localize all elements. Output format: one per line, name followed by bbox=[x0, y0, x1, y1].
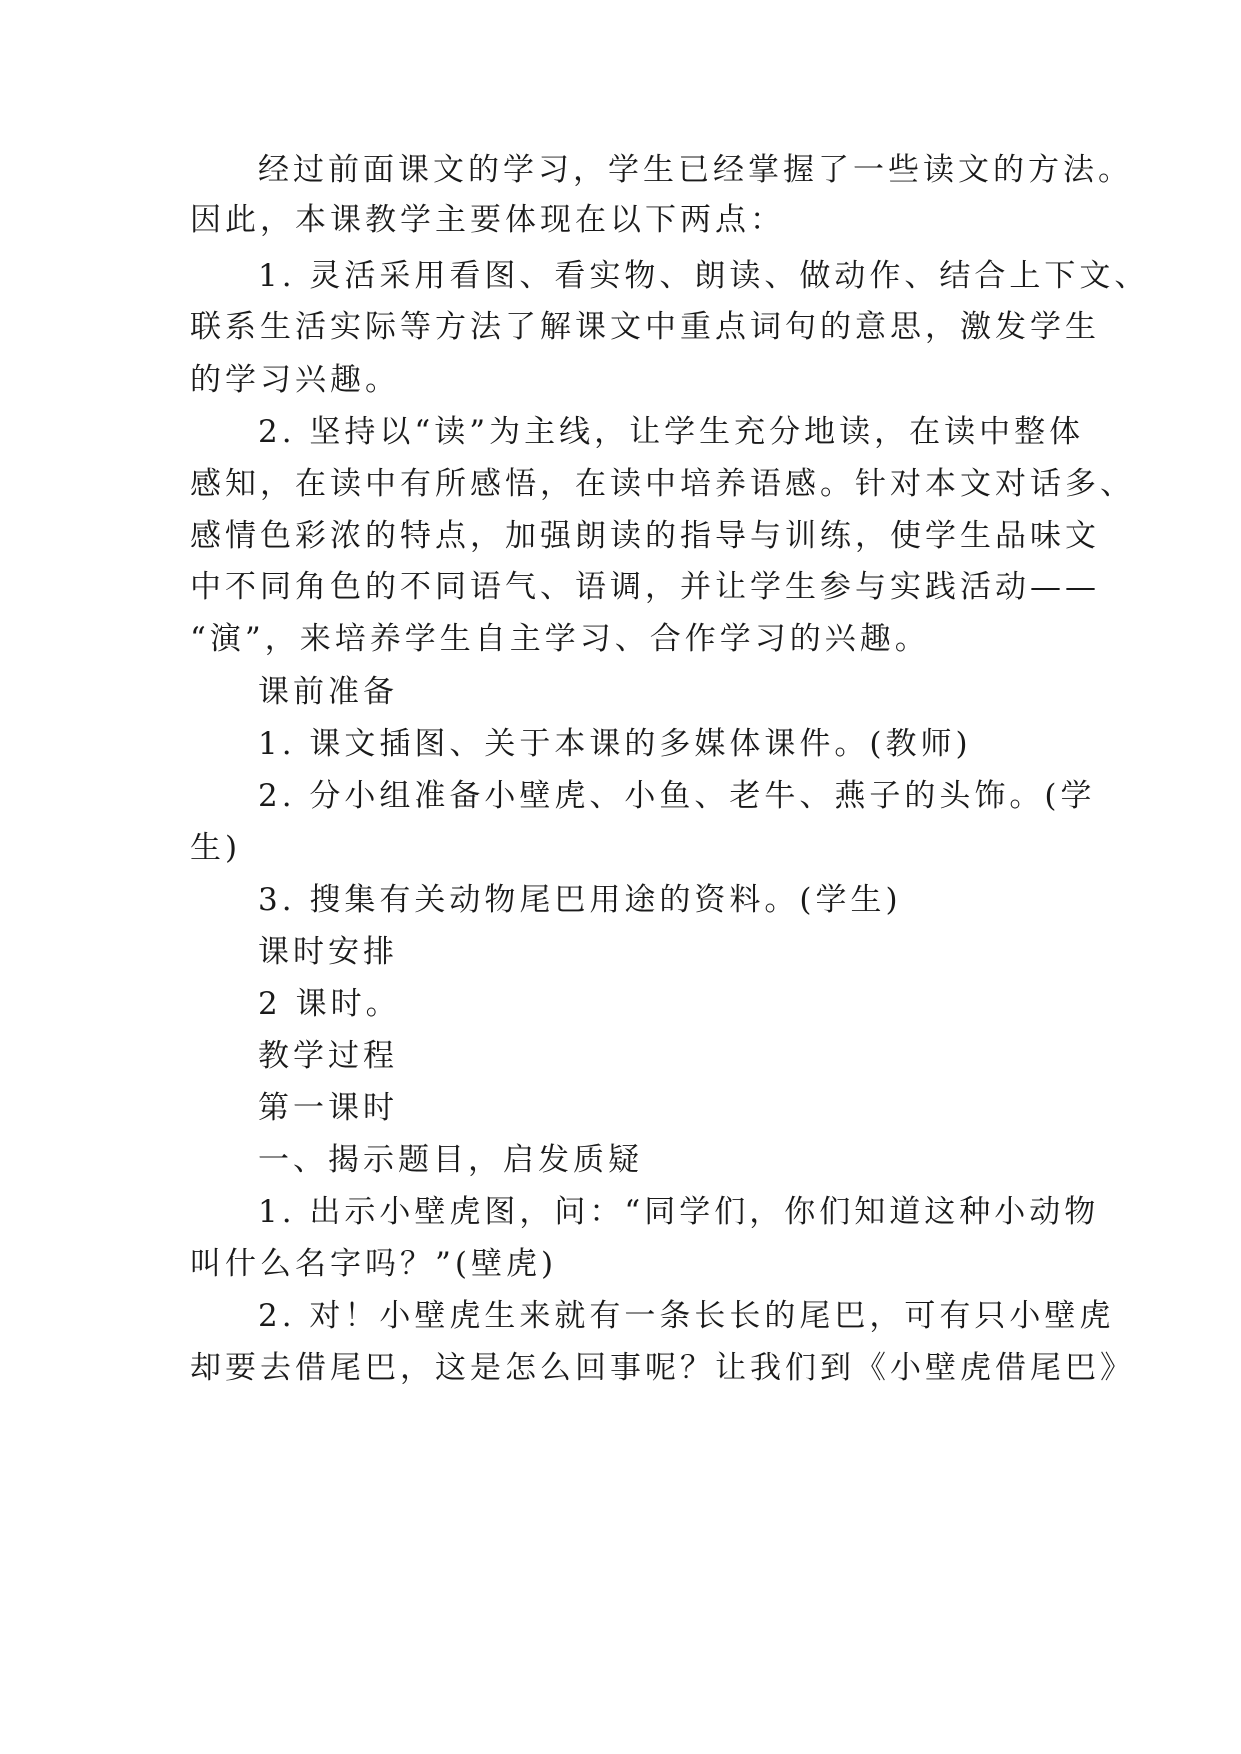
text-line-14: 生) bbox=[190, 830, 242, 866]
text-line-23: 2. 对！小壁虎生来就有一条长长的尾巴，可有只小壁虎 bbox=[258, 1298, 1115, 1334]
text-line-1: 经过前面课文的学习，学生已经掌握了一些读文的方法。 bbox=[258, 152, 1133, 188]
text-line-9: 中不同角色的不同语气、语调，并让学生参与实践活动—— bbox=[190, 569, 1100, 605]
text-line-6: 2. 坚持以“读”为主线，让学生充分地读，在读中整体 bbox=[258, 414, 1085, 450]
text-line-2: 因此，本课教学主要体现在以下两点： bbox=[190, 202, 785, 238]
section-heading-preparation: 课前准备 bbox=[258, 674, 398, 710]
text-line-17: 2 课时。 bbox=[258, 986, 401, 1022]
text-line-22: 叫什么名字吗？”(壁虎) bbox=[190, 1246, 558, 1282]
section-heading-first-lesson: 第一课时 bbox=[258, 1090, 398, 1126]
text-line-24: 却要去借尾巴，这是怎么回事呢？让我们到《小壁虎借尾巴》 bbox=[190, 1350, 1135, 1386]
text-line-7: 感知，在读中有所感悟，在读中培养语感。针对本文对话多、 bbox=[190, 466, 1135, 502]
text-line-13: 2. 分小组准备小壁虎、小鱼、老牛、燕子的头饰。(学 bbox=[258, 778, 1096, 814]
text-line-3: 1. 灵活采用看图、看实物、朗读、做动作、结合上下文、 bbox=[258, 258, 1150, 294]
text-line-8: 感情色彩浓的特点，加强朗读的指导与训练，使学生品味文 bbox=[190, 518, 1100, 554]
text-line-4: 联系生活实际等方法了解课文中重点词句的意思，激发学生 bbox=[190, 309, 1100, 345]
text-line-12: 1. 课文插图、关于本课的多媒体课件。(教师) bbox=[258, 726, 972, 762]
section-heading-process: 教学过程 bbox=[258, 1038, 398, 1074]
text-line-5: 的学习兴趣。 bbox=[190, 362, 400, 398]
text-line-10: “演”，来培养学生自主学习、合作学习的兴趣。 bbox=[190, 621, 930, 657]
section-heading-schedule: 课时安排 bbox=[258, 934, 398, 970]
text-line-15: 3. 搜集有关动物尾巴用途的资料。(学生) bbox=[258, 882, 902, 918]
section-heading-topic: 一、揭示题目，启发质疑 bbox=[258, 1142, 643, 1178]
text-line-21: 1. 出示小壁虎图，问：“同学们，你们知道这种小动物 bbox=[258, 1194, 1100, 1230]
